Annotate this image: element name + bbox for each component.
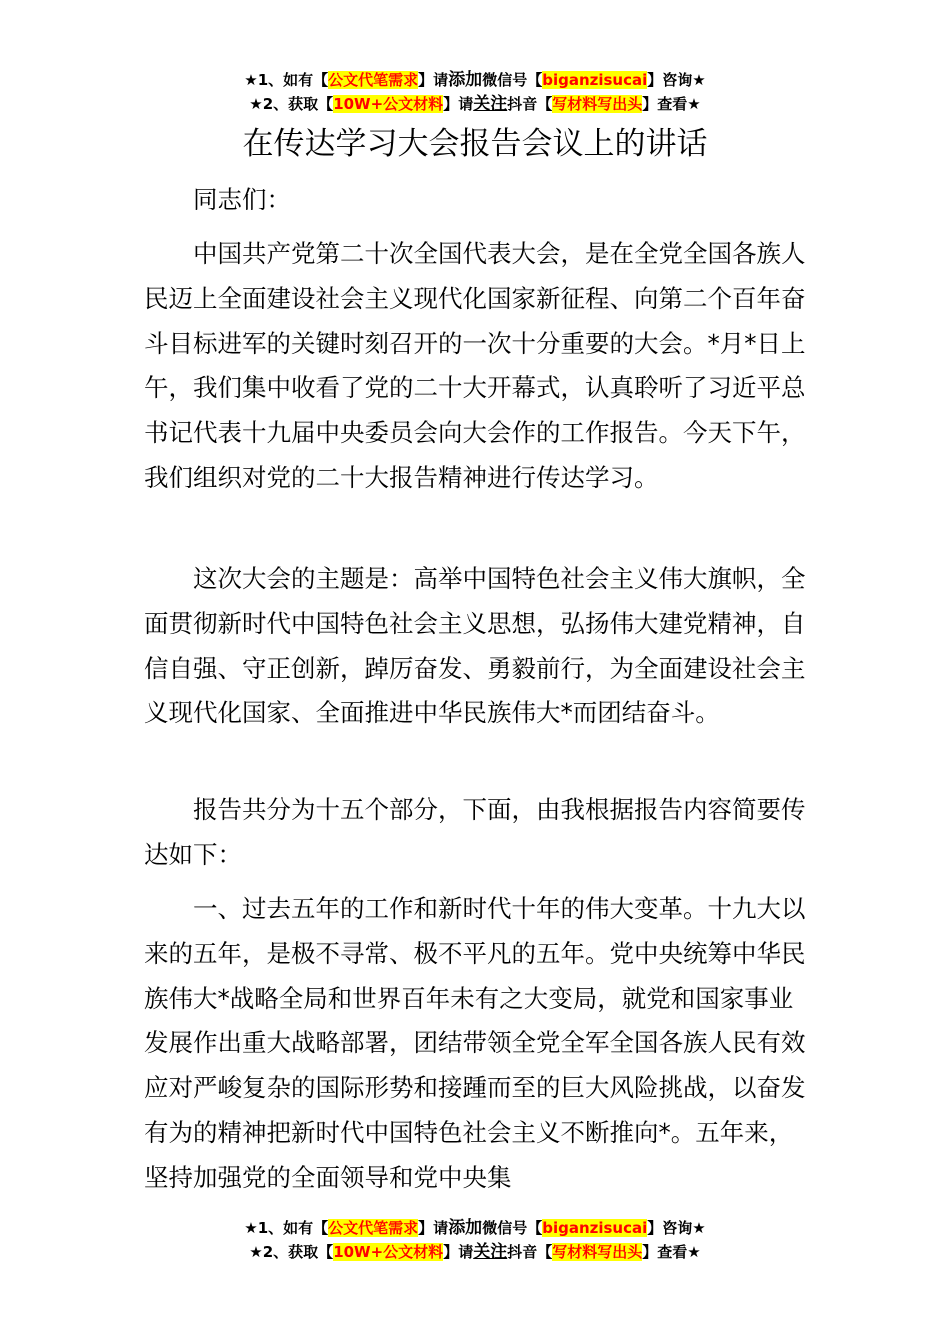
promo-banner-top — [0, 68, 950, 116]
star-icon: ★ — [249, 1243, 263, 1261]
star-icon: ★ — [692, 1219, 706, 1237]
star-icon: ★ — [244, 1219, 258, 1237]
promo-highlight: 10W+公文材料 — [333, 1243, 444, 1261]
star-icon: ★ — [687, 1243, 701, 1261]
body-paragraph: 这次大会的主题是：高举中国特色社会主义伟大旗帜，全面贯彻新时代中国特色社会主义思想，弘扬伟大建党精神，自信自强、守正创新，踔厉奋发、勇毅前行，为全面建设社会主义现代化国家、全面推进中华民族伟大*而团结奋斗。 — [144, 564, 806, 728]
promo-highlight: 公文代笔需求 — [328, 71, 419, 89]
promo-line-2: ★2、获取【10W+公文材料】请关注抖音【写材料写出头】查看★ — [249, 94, 701, 114]
promo-highlight: 公文代笔需求 — [328, 1219, 419, 1237]
wechat-id: biganzisucai — [542, 1219, 648, 1237]
promo-line-1: ★1、如有【公文代笔需求】请添加微信号【biganzisucai】咨询★ — [244, 1218, 706, 1238]
body-paragraph: 报告共分为十五个部分，下面，由我根据报告内容简要传达如下： — [144, 795, 806, 869]
star-icon: ★ — [249, 95, 263, 113]
promo-line-2: ★2、获取【10W+公文材料】请关注抖音【写材料写出头】查看★ — [249, 1242, 701, 1262]
wechat-id: biganzisucai — [542, 71, 648, 89]
salutation: 同志们： — [193, 185, 291, 214]
body-paragraph: 中国共产党第二十次全国代表大会，是在全党全国各族人民迈上全面建设社会主义现代化国家新征程、向第二个百年奋斗目标进军的关键时刻召开的一次十分重要的大会。*月*日上午，我们集中收看了党的二十大开幕式，认真聆听了习近平总书记代表十九届中央委员会向大会作的工作报告。今天下午，我们组织对党的二十大报告精神进行传达学习。 — [144, 239, 806, 492]
promo-banner-bottom — [0, 1216, 950, 1264]
star-icon: ★ — [244, 71, 258, 89]
douyin-account: 写材料写出头 — [552, 95, 643, 113]
document-title: 在传达学习大会报告会议上的讲话 — [242, 126, 708, 162]
promo-line-1: ★1、如有【公文代笔需求】请添加微信号【biganzisucai】咨询★ — [244, 70, 706, 90]
promo-highlight: 10W+公文材料 — [333, 95, 444, 113]
star-icon: ★ — [687, 95, 701, 113]
star-icon: ★ — [692, 71, 706, 89]
body-paragraph: 一、过去五年的工作和新时代十年的伟大变革。十九大以来的五年，是极不寻常、极不平凡的五年。党中央统筹中华民族伟大*战略全局和世界百年未有之大变局，就党和国家事业发展作出重大战略部署，团结带领全党全军全国各族人民有效应对严峻复杂的国际形势和接踵而至的巨大风险挑战，以奋发有为的精神把新时代中国特色社会主义不断推向*。五年来，坚持加强党的全面领导和党中央集 — [144, 894, 806, 1192]
douyin-account: 写材料写出头 — [552, 1243, 643, 1261]
